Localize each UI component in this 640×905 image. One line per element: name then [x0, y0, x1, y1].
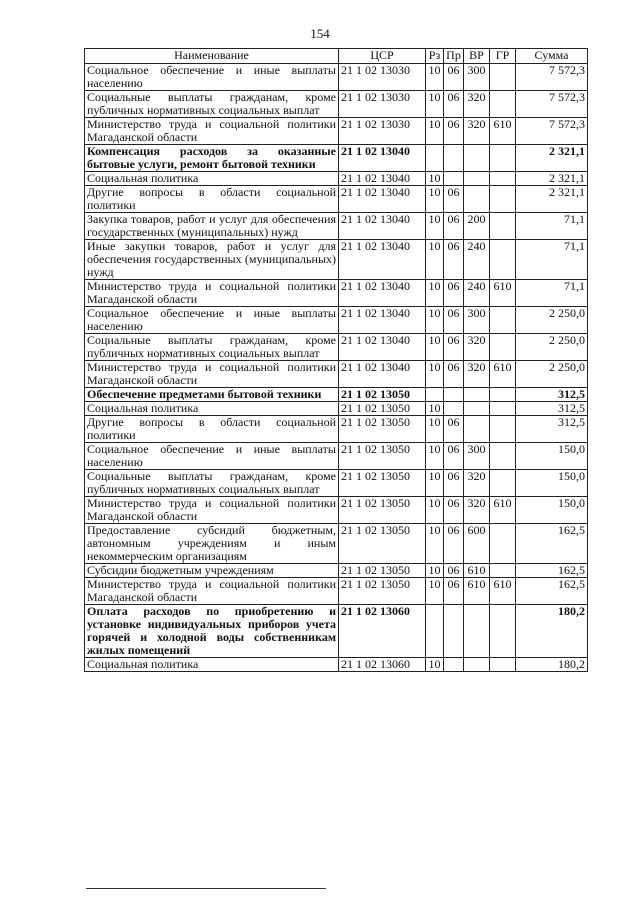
footer-divider	[86, 888, 326, 889]
cell-csr: 21 1 02 13040	[339, 240, 426, 280]
table-body	[85, 64, 588, 672]
cell-pr: 06	[444, 334, 464, 361]
cell-rz: 10	[426, 240, 444, 280]
cell-vr	[464, 186, 490, 213]
cell-rz: 10	[426, 564, 444, 578]
cell-sum: 162,5	[516, 578, 588, 605]
cell-sum: 71,1	[516, 240, 588, 280]
cell-rz: 10	[426, 91, 444, 118]
cell-rz: 10	[426, 334, 444, 361]
cell-sum: 7 572,3	[516, 118, 588, 145]
cell-csr: 21 1 02 13040	[339, 186, 426, 213]
table-row	[85, 470, 588, 497]
cell-gr: 610	[490, 578, 516, 605]
cell-gr	[490, 524, 516, 564]
cell-name: Социальная политика	[85, 402, 339, 416]
cell-gr: 610	[490, 280, 516, 307]
cell-vr	[464, 416, 490, 443]
cell-csr: 21 1 02 13050	[339, 497, 426, 524]
cell-vr	[464, 145, 490, 172]
table-header-row	[85, 49, 588, 64]
cell-vr	[464, 605, 490, 658]
cell-vr: 240	[464, 240, 490, 280]
cell-name: Социальные выплаты гражданам, кроме публичных нормативных социальных выплат	[85, 91, 339, 118]
cell-sum: 312,5	[516, 388, 588, 402]
cell-sum: 7 572,3	[516, 64, 588, 91]
cell-pr: 06	[444, 564, 464, 578]
cell-rz: 10	[426, 307, 444, 334]
table-row	[85, 658, 588, 672]
table-row	[85, 416, 588, 443]
cell-rz: 10	[426, 361, 444, 388]
cell-pr	[444, 402, 464, 416]
table-row	[85, 213, 588, 240]
cell-vr: 320	[464, 91, 490, 118]
cell-csr: 21 1 02 13040	[339, 213, 426, 240]
cell-name: Другие вопросы в области социальной политики	[85, 186, 339, 213]
cell-sum: 71,1	[516, 280, 588, 307]
cell-pr: 06	[444, 524, 464, 564]
table-row	[85, 118, 588, 145]
table-row	[85, 388, 588, 402]
cell-csr: 21 1 02 13050	[339, 578, 426, 605]
cell-rz: 10	[426, 443, 444, 470]
cell-pr: 06	[444, 443, 464, 470]
cell-gr: 610	[490, 118, 516, 145]
table-row	[85, 91, 588, 118]
table-row	[85, 334, 588, 361]
cell-csr: 21 1 02 13050	[339, 564, 426, 578]
cell-name: Предоставление субсидий бюджетным, автономным учреждениям и иным некоммерческим организациям	[85, 524, 339, 564]
cell-sum: 162,5	[516, 524, 588, 564]
cell-pr	[444, 145, 464, 172]
table-row	[85, 524, 588, 564]
cell-pr: 06	[444, 361, 464, 388]
cell-csr: 21 1 02 13030	[339, 91, 426, 118]
cell-gr	[490, 91, 516, 118]
cell-gr	[490, 658, 516, 672]
header-rz: Рз	[426, 49, 444, 64]
cell-sum: 180,2	[516, 605, 588, 658]
cell-pr: 06	[444, 240, 464, 280]
cell-vr: 300	[464, 64, 490, 91]
cell-sum: 2 321,1	[516, 145, 588, 172]
cell-gr: 610	[490, 497, 516, 524]
cell-vr: 320	[464, 497, 490, 524]
cell-name: Социальная политика	[85, 172, 339, 186]
cell-rz: 10	[426, 118, 444, 145]
cell-csr: 21 1 02 13050	[339, 416, 426, 443]
cell-vr: 320	[464, 334, 490, 361]
cell-rz: 10	[426, 64, 444, 91]
cell-gr	[490, 145, 516, 172]
cell-vr: 610	[464, 564, 490, 578]
cell-pr	[444, 388, 464, 402]
cell-pr: 06	[444, 470, 464, 497]
cell-vr	[464, 172, 490, 186]
cell-sum: 312,5	[516, 416, 588, 443]
cell-name: Компенсация расходов за оказанные бытовые услуги, ремонт бытовой техники	[85, 145, 339, 172]
cell-csr: 21 1 02 13040	[339, 172, 426, 186]
cell-vr: 300	[464, 307, 490, 334]
cell-gr	[490, 240, 516, 280]
cell-name: Социальные выплаты гражданам, кроме публичных нормативных социальных выплат	[85, 334, 339, 361]
cell-pr	[444, 658, 464, 672]
cell-csr: 21 1 02 13040	[339, 145, 426, 172]
cell-sum: 2 250,0	[516, 307, 588, 334]
cell-pr: 06	[444, 307, 464, 334]
cell-rz: 10	[426, 186, 444, 213]
cell-sum: 312,5	[516, 402, 588, 416]
table-row	[85, 240, 588, 280]
cell-name: Министерство труда и социальной политики Магаданской области	[85, 118, 339, 145]
cell-vr: 240	[464, 280, 490, 307]
cell-rz: 10	[426, 470, 444, 497]
cell-pr: 06	[444, 280, 464, 307]
cell-rz: 10	[426, 213, 444, 240]
cell-sum: 2 321,1	[516, 186, 588, 213]
cell-vr	[464, 388, 490, 402]
cell-name: Социальное обеспечение и иные выплаты населению	[85, 64, 339, 91]
table-row	[85, 145, 588, 172]
cell-sum: 150,0	[516, 443, 588, 470]
header-gr: ГР	[490, 49, 516, 64]
cell-vr: 200	[464, 213, 490, 240]
cell-name: Субсидии бюджетным учреждениям	[85, 564, 339, 578]
cell-sum: 7 572,3	[516, 91, 588, 118]
table-row	[85, 497, 588, 524]
cell-name: Министерство труда и социальной политики Магаданской области	[85, 280, 339, 307]
cell-pr	[444, 172, 464, 186]
cell-csr: 21 1 02 13050	[339, 524, 426, 564]
cell-csr: 21 1 02 13040	[339, 334, 426, 361]
cell-pr: 06	[444, 416, 464, 443]
header-pr: Пр	[444, 49, 464, 64]
cell-name: Социальные выплаты гражданам, кроме публичных нормативных социальных выплат	[85, 470, 339, 497]
page-number: 154	[310, 26, 330, 41]
cell-rz: 10	[426, 578, 444, 605]
cell-rz: 10	[426, 416, 444, 443]
cell-vr	[464, 402, 490, 416]
table-row	[85, 578, 588, 605]
cell-rz: 10	[426, 172, 444, 186]
cell-rz	[426, 605, 444, 658]
cell-csr: 21 1 02 13040	[339, 361, 426, 388]
cell-vr: 320	[464, 361, 490, 388]
table-row	[85, 443, 588, 470]
cell-csr: 21 1 02 13040	[339, 280, 426, 307]
header-csr: ЦСР	[339, 49, 426, 64]
cell-gr	[490, 334, 516, 361]
cell-rz: 10	[426, 524, 444, 564]
cell-vr: 320	[464, 470, 490, 497]
cell-rz: 10	[426, 402, 444, 416]
cell-vr: 610	[464, 578, 490, 605]
cell-name: Другие вопросы в области социальной политики	[85, 416, 339, 443]
cell-name: Министерство труда и социальной политики Магаданской области	[85, 361, 339, 388]
cell-gr	[490, 213, 516, 240]
cell-rz: 10	[426, 280, 444, 307]
cell-gr: 610	[490, 361, 516, 388]
cell-pr: 06	[444, 91, 464, 118]
cell-sum: 150,0	[516, 470, 588, 497]
cell-gr	[490, 186, 516, 213]
cell-rz: 10	[426, 497, 444, 524]
cell-name: Оплата расходов по приобретению и установке индивидуальных приборов учета горячей и холодной воды собственникам жилых помещений	[85, 605, 339, 658]
cell-sum: 2 321,1	[516, 172, 588, 186]
cell-csr: 21 1 02 13030	[339, 64, 426, 91]
cell-sum: 71,1	[516, 213, 588, 240]
cell-vr: 600	[464, 524, 490, 564]
cell-sum: 2 250,0	[516, 361, 588, 388]
cell-name: Министерство труда и социальной политики Магаданской области	[85, 497, 339, 524]
cell-csr: 21 1 02 13050	[339, 388, 426, 402]
table-row	[85, 307, 588, 334]
cell-name: Закупка товаров, работ и услуг для обеспечения государственных (муниципальных) нужд	[85, 213, 339, 240]
cell-gr	[490, 307, 516, 334]
cell-name: Социальное обеспечение и иные выплаты населению	[85, 443, 339, 470]
cell-pr: 06	[444, 497, 464, 524]
cell-pr: 06	[444, 578, 464, 605]
cell-gr	[490, 402, 516, 416]
cell-gr	[490, 172, 516, 186]
cell-csr: 21 1 02 13050	[339, 443, 426, 470]
table-row	[85, 564, 588, 578]
cell-vr: 320	[464, 118, 490, 145]
cell-csr: 21 1 02 13050	[339, 470, 426, 497]
cell-gr	[490, 564, 516, 578]
cell-vr: 300	[464, 443, 490, 470]
cell-name: Социальная политика	[85, 658, 339, 672]
cell-gr	[490, 443, 516, 470]
cell-pr: 06	[444, 213, 464, 240]
cell-name: Обеспечение предметами бытовой техники	[85, 388, 339, 402]
cell-rz	[426, 145, 444, 172]
cell-gr	[490, 416, 516, 443]
table-row	[85, 186, 588, 213]
cell-csr: 21 1 02 13050	[339, 402, 426, 416]
cell-sum: 150,0	[516, 497, 588, 524]
header-vr: ВР	[464, 49, 490, 64]
table-row	[85, 280, 588, 307]
cell-gr	[490, 470, 516, 497]
cell-pr: 06	[444, 64, 464, 91]
table-row	[85, 361, 588, 388]
cell-name: Социальное обеспечение и иные выплаты населению	[85, 307, 339, 334]
cell-gr	[490, 64, 516, 91]
cell-pr	[444, 605, 464, 658]
cell-sum: 162,5	[516, 564, 588, 578]
cell-csr: 21 1 02 13040	[339, 307, 426, 334]
cell-pr: 06	[444, 186, 464, 213]
cell-csr: 21 1 02 13060	[339, 658, 426, 672]
cell-gr	[490, 388, 516, 402]
cell-sum: 180,2	[516, 658, 588, 672]
cell-pr: 06	[444, 118, 464, 145]
table-row	[85, 64, 588, 91]
cell-name: Иные закупки товаров, работ и услуг для обеспечения государственных (муниципальных) нужд	[85, 240, 339, 280]
table-row	[85, 605, 588, 658]
table-row	[85, 172, 588, 186]
cell-csr: 21 1 02 13060	[339, 605, 426, 658]
table-row	[85, 402, 588, 416]
cell-rz	[426, 388, 444, 402]
cell-gr	[490, 605, 516, 658]
cell-name: Министерство труда и социальной политики Магаданской области	[85, 578, 339, 605]
cell-csr: 21 1 02 13030	[339, 118, 426, 145]
cell-vr	[464, 658, 490, 672]
budget-table	[84, 48, 588, 672]
cell-sum: 2 250,0	[516, 334, 588, 361]
header-name: Наименование	[85, 49, 339, 64]
header-sum: Сумма	[516, 49, 588, 64]
cell-rz: 10	[426, 658, 444, 672]
